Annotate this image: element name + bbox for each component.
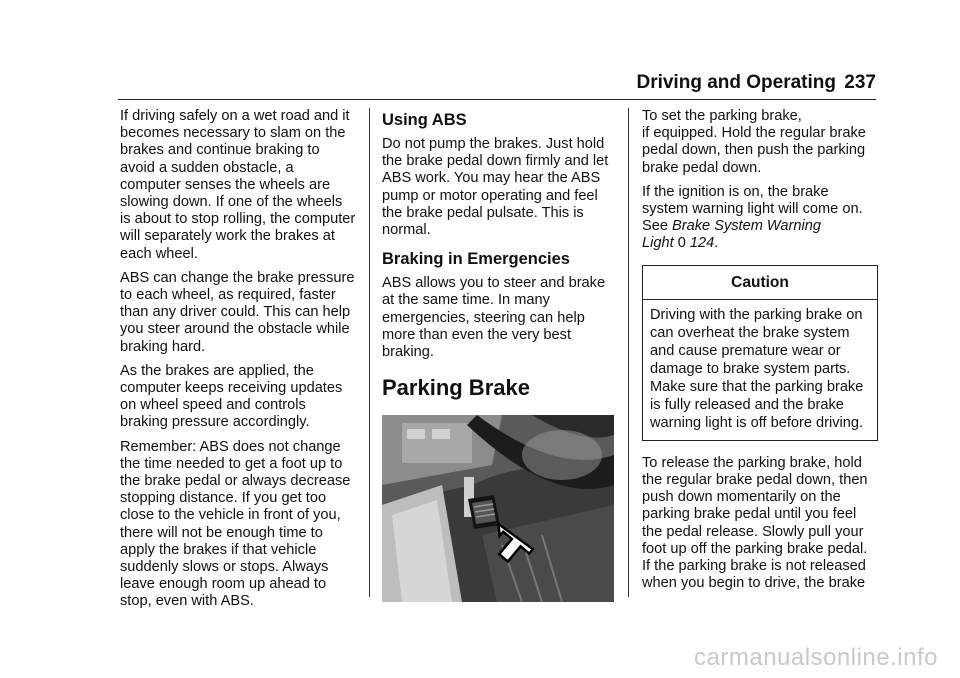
caution-title: Caution <box>643 266 877 300</box>
reference-page[interactable]: 124 <box>689 235 715 252</box>
heading-braking-emergencies: Braking in Emergencies <box>382 250 570 269</box>
caution-box <box>642 265 878 441</box>
parking-brake-pedal-photo <box>382 415 614 602</box>
page-reference-icon: 0 <box>677 235 686 252</box>
paragraph: As the brakes are applied, the computer keeps receiving updates on wheel speed and controls braking pressure accordingly. <box>120 362 343 431</box>
caution-text: Driving with the parking brake on can overheat the brake system and cause premature wear or damage to brake system parts. Make sure that the parking brake is fully released and the brake warning light is off before driving. <box>650 306 864 431</box>
column-divider <box>369 108 370 597</box>
section-title: Driving and Operating <box>636 72 836 93</box>
paragraph: Do not pump the brakes. Just hold the brake pedal down firmly and let ABS work. You may hear the ABS pump or motor operating and feel the brake pedal pulsate. This is normal. <box>382 136 609 239</box>
watermark: carmanualsonline.info <box>694 644 938 671</box>
paragraph: To set the parking brake, if equipped. Hold the regular brake pedal down, then push the parking brake pedal down. <box>642 108 866 176</box>
paragraph: ABS allows you to steer and brake at the same time. In many emergencies, steering can help more than even the very best braking. <box>382 275 606 361</box>
paragraph: ABS can change the brake pressure to each wheel, as required, faster than any driver could. This can help you steer around the obstacle while braking hard. <box>120 269 355 355</box>
column-left <box>120 108 360 618</box>
column-middle <box>382 110 618 602</box>
paragraph-ignition: If the ignition is on, the brake system warning light will come on. See Brake System Warning Light 0 124. <box>642 183 863 252</box>
paragraph: Remember: ABS does not change the time needed to get a foot up to the brake pedal or always decrease stopping distance. If you get too close to the vehicle in front of you, there will not be enough time to apply the brakes if that vehicle suddenly slows or stops. Always leave enough room up ahead to stop, even with ABS. <box>120 438 351 610</box>
column-divider <box>628 108 629 597</box>
header-rule <box>118 99 876 100</box>
paragraph: If driving safely on a wet road and it becomes necessary to slam on the brakes and continue braking to avoid a sudden obstacle, a computer senses the wheels are slowing down. If one of the wheels is about to stop rolling, the computer will separately work the brakes at each wheel. <box>120 108 356 262</box>
heading-using-abs: Using ABS <box>382 111 467 129</box>
paragraph: To release the parking brake, hold the regular brake pedal down, then push down momentarily on the parking brake pedal until you feel the pedal release. Slowly pull your foot up off the parking brake pedal. If the parking brake is not released when you begin to drive, the brake <box>642 454 868 592</box>
page-number: 237 <box>844 72 876 93</box>
column-right <box>642 108 878 599</box>
heading-parking-brake: Parking Brake <box>382 375 530 401</box>
page-header <box>0 70 960 100</box>
cross-reference-link[interactable]: Brake System Warning Light <box>642 218 821 252</box>
